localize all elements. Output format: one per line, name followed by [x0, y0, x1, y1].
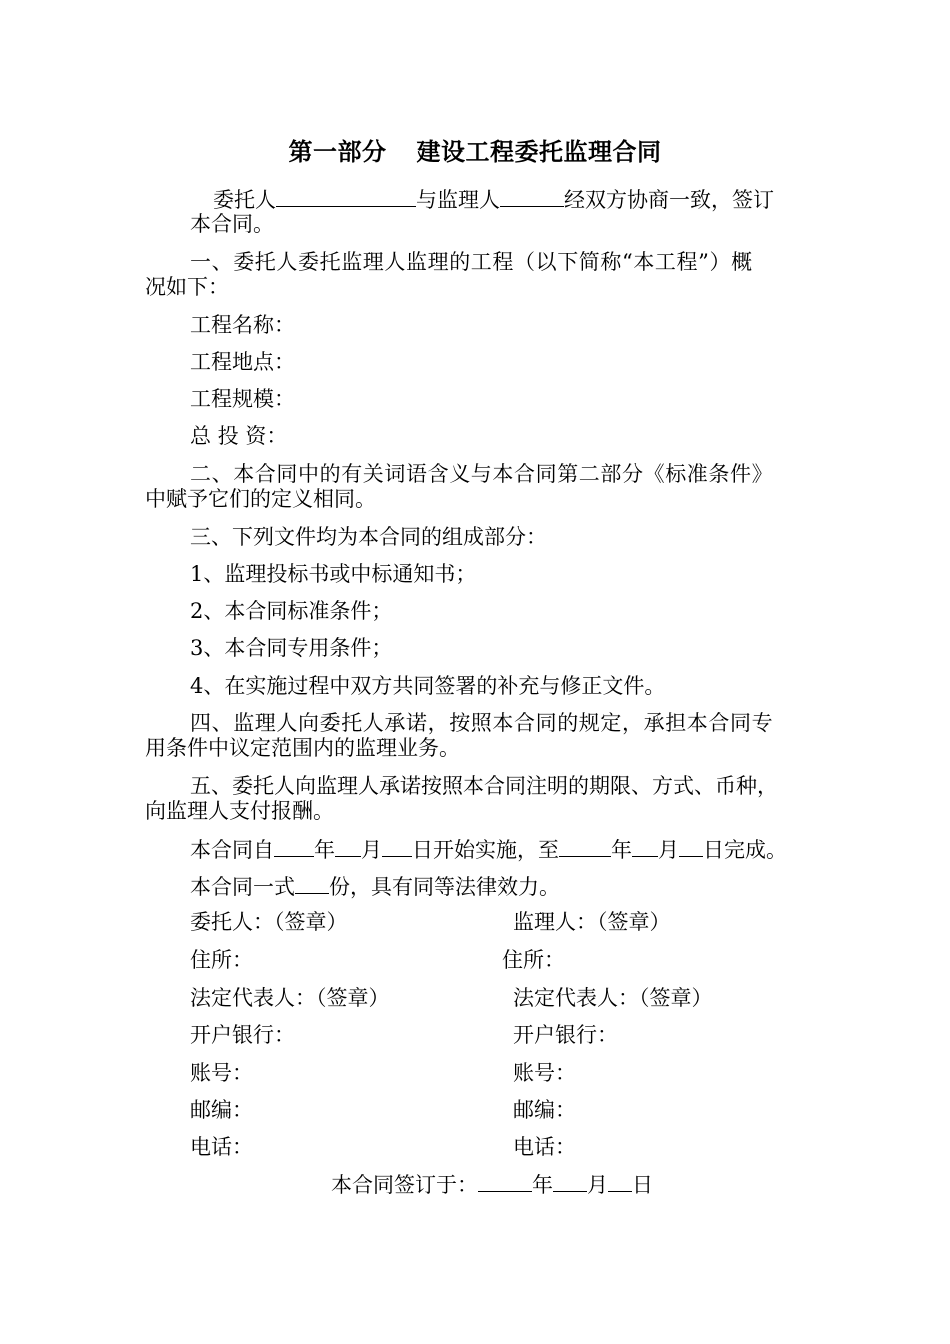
- client-phone: 电话：: [190, 1135, 253, 1159]
- intro-line-2: 本合同。: [190, 212, 274, 236]
- document-title: [0, 132, 950, 167]
- supervisor-representative: 法定代表人：（签章）: [513, 986, 713, 1010]
- clause5-line-2: 向监理人支付报酬。: [145, 799, 334, 823]
- clause4-line-1: 四、监理人向委托人承诺，按照本合同的规定，承担本合同专: [190, 711, 774, 735]
- supervisor-phone: 电话：: [513, 1135, 576, 1159]
- start-day-blank: [382, 836, 412, 857]
- project-location: 工程地点：: [190, 350, 295, 374]
- clause3-item-2: 2、本合同标准条件；: [190, 599, 393, 623]
- clause3-item-1: 1、监理投标书或中标通知书；: [190, 562, 477, 586]
- end-day-blank: [679, 836, 703, 857]
- clause4-line-2: 用条件中议定范围内的监理业务。: [145, 736, 460, 760]
- title-name: 建设工程委托监理合同: [416, 138, 662, 166]
- clause1-line-1: 一、委托人委托监理人监理的工程（以下简称“本工程”）概: [190, 250, 753, 274]
- supervisor-signature: 监理人：（签章）: [513, 910, 671, 934]
- term-start-label: 本合同自: [190, 838, 274, 862]
- project-investment: 总 投 资：: [190, 424, 288, 448]
- title-part: 第一部分: [288, 138, 387, 166]
- project-name: 工程名称：: [190, 313, 295, 337]
- supervisor-account: 账号：: [513, 1061, 576, 1085]
- start-year-blank: [274, 836, 314, 857]
- clause3-item-3: 3、本合同专用条件；: [190, 636, 393, 660]
- client-signature: 委托人：（签章）: [190, 910, 348, 934]
- supervisor-address: 住所：: [502, 948, 565, 972]
- copies-label: 本合同一式: [190, 875, 295, 899]
- end-year-blank: [559, 836, 611, 857]
- clause1-line-2: 况如下：: [145, 275, 229, 299]
- intro-tail: 经双方协商一致，签订: [564, 188, 774, 212]
- intro-client-label: 委托人: [213, 188, 276, 212]
- term-year-2: 年: [611, 838, 632, 862]
- intro-supervisor-label: 与监理人: [416, 188, 500, 212]
- client-postcode: 邮编：: [190, 1098, 253, 1122]
- client-representative: 法定代表人：（签章）: [190, 986, 390, 1010]
- copies-line: [190, 873, 560, 900]
- supervisor-postcode: 邮编：: [513, 1098, 576, 1122]
- start-month-blank: [335, 836, 361, 857]
- term-month-1: 月: [361, 838, 382, 862]
- clause5-line-1: 五、委托人向监理人承诺按照本合同注明的期限、方式、币种，: [190, 774, 778, 798]
- signing-day-blank: [608, 1171, 632, 1192]
- copies-blank: [295, 873, 329, 894]
- clause2-line-1: 二、本合同中的有关词语含义与本合同第二部分《标准条件》: [190, 462, 774, 486]
- project-scale: 工程规模：: [190, 387, 295, 411]
- signing-year: 年: [532, 1173, 553, 1197]
- intro-line-1: [213, 186, 774, 213]
- client-bank: 开户银行：: [190, 1023, 295, 1047]
- client-address: 住所：: [190, 948, 253, 972]
- term-month-2: 月: [658, 838, 679, 862]
- term-end: 日完成。: [703, 838, 787, 862]
- copies-tail: 份，具有同等法律效力。: [329, 875, 560, 899]
- signing-date-line: [331, 1171, 653, 1198]
- signing-year-blank: [478, 1171, 532, 1192]
- term-line: [190, 836, 787, 863]
- signing-date-label: 本合同签订于：: [331, 1173, 478, 1197]
- client-blank: [276, 186, 416, 207]
- signing-month: 月: [587, 1173, 608, 1197]
- term-mid: 日开始实施，至: [412, 838, 559, 862]
- supervisor-blank: [500, 186, 564, 207]
- clause3-item-4: 4、在实施过程中双方共同签署的补充与修正文件。: [190, 674, 666, 698]
- supervisor-bank: 开户银行：: [513, 1023, 618, 1047]
- signing-day: 日: [632, 1173, 653, 1197]
- client-account: 账号：: [190, 1061, 253, 1085]
- signing-month-blank: [553, 1171, 587, 1192]
- clause2-line-2: 中赋予它们的定义相同。: [145, 487, 376, 511]
- clause3-heading: 三、下列文件均为本合同的组成部分：: [190, 525, 547, 549]
- end-month-blank: [632, 836, 658, 857]
- term-year-1: 年: [314, 838, 335, 862]
